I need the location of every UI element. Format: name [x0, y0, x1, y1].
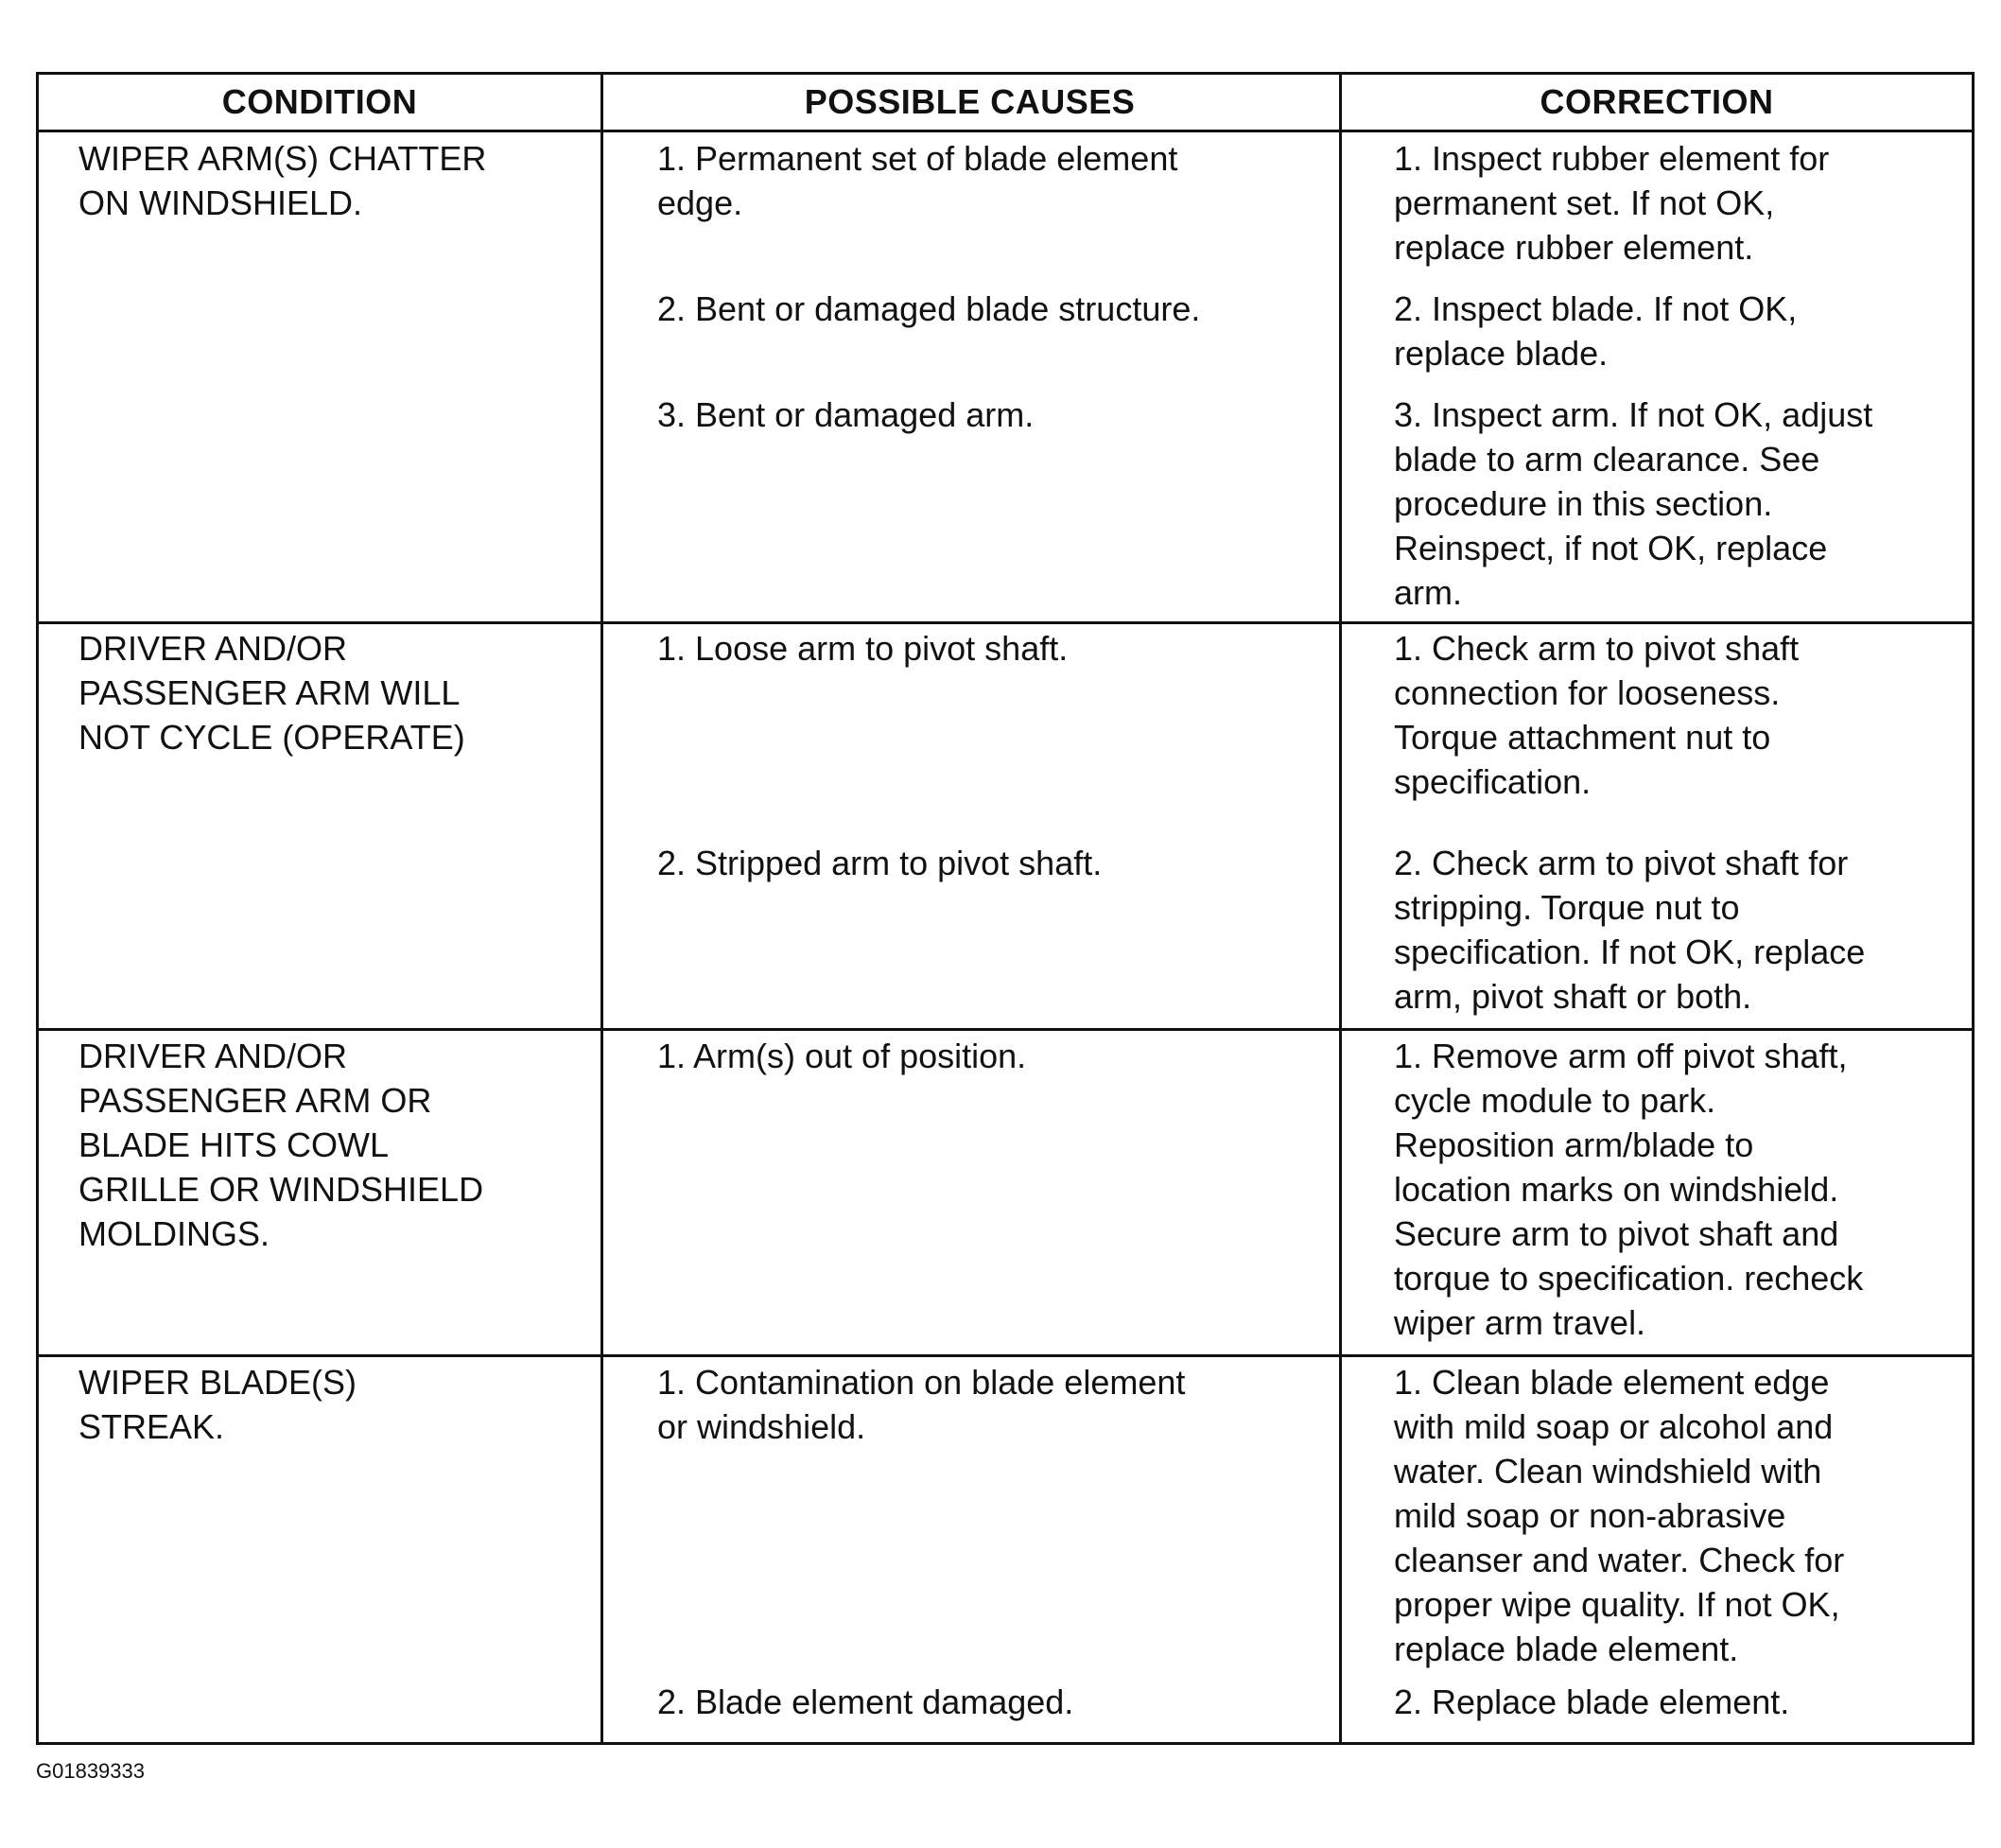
row-2-cause-1: 1. Loose arm to pivot shaft. — [657, 629, 1069, 668]
row-1-cause-1: 1. Permanent set of blade element edge. — [657, 139, 1178, 222]
header-divider — [39, 130, 1972, 132]
row-2-correction-2: 2. Check arm to pivot shaft for stripping. Torque nut to specification. If not OK, replace arm, pivot shaft or both. — [1394, 844, 1866, 1016]
row-1-cause-2: 2. Bent or damaged blade structure. — [657, 289, 1201, 328]
header-condition: CONDITION — [221, 82, 418, 121]
row-4-correction-1: 1. Clean blade element edge with mild soap or alcohol and water. Clean windshield with mild soap or non-abrasive cleanser and water. Check for proper wipe quality. If not OK, replace blade element. — [1394, 1363, 1845, 1668]
row-4-condition: WIPER BLADE(S) STREAK. — [78, 1363, 357, 1446]
column-divider — [1339, 75, 1342, 1742]
header-correction: CORRECTION — [1540, 82, 1774, 121]
figure-id: G01839333 — [36, 1759, 145, 1783]
row-4-cause-1: 1. Contamination on blade element or windshield. — [657, 1363, 1186, 1446]
row-2-condition: DRIVER AND/OR PASSENGER ARM WILL NOT CYCLE (OPERATE) — [78, 629, 465, 757]
row-1-cause-3: 3. Bent or damaged arm. — [657, 395, 1035, 434]
row-1-correction-2: 2. Inspect blade. If not OK, replace blade. — [1394, 289, 1798, 373]
row-3-cause-1: 1. Arm(s) out of position. — [657, 1037, 1027, 1075]
row-4-cause-2: 2. Blade element damaged. — [657, 1682, 1074, 1721]
row-1-correction-3: 3. Inspect arm. If not OK, adjust blade to arm clearance. See procedure in this section. Reinspect, if not OK, replace arm. — [1394, 395, 1873, 612]
row-4-correction-2: 2. Replace blade element. — [1394, 1682, 1790, 1721]
row-3-correction-1: 1. Remove arm off pivot shaft, cycle module to park. Reposition arm/blade to location marks on windshield. Secure arm to pivot shaft and torque to specification. recheck wiper arm travel. — [1394, 1037, 1864, 1342]
row-3-condition: DRIVER AND/OR PASSENGER ARM OR BLADE HITS COWL GRILLE OR WINDSHIELD MOLDINGS. — [78, 1037, 484, 1253]
row-2-cause-2: 2. Stripped arm to pivot shaft. — [657, 844, 1103, 882]
row-divider — [39, 1354, 1972, 1357]
row-1-condition: WIPER ARM(S) CHATTER ON WINDSHIELD. — [78, 139, 487, 222]
row-divider — [39, 1028, 1972, 1031]
row-2-correction-1: 1. Check arm to pivot shaft connection for looseness. Torque attachment nut to specification. — [1394, 629, 1800, 801]
column-divider — [600, 75, 603, 1742]
row-divider — [39, 621, 1972, 624]
row-1-correction-1: 1. Inspect rubber element for permanent set. If not OK, replace rubber element. — [1394, 139, 1830, 267]
header-possible-causes: POSSIBLE CAUSES — [804, 82, 1136, 121]
diagnosis-table — [36, 72, 1975, 1745]
